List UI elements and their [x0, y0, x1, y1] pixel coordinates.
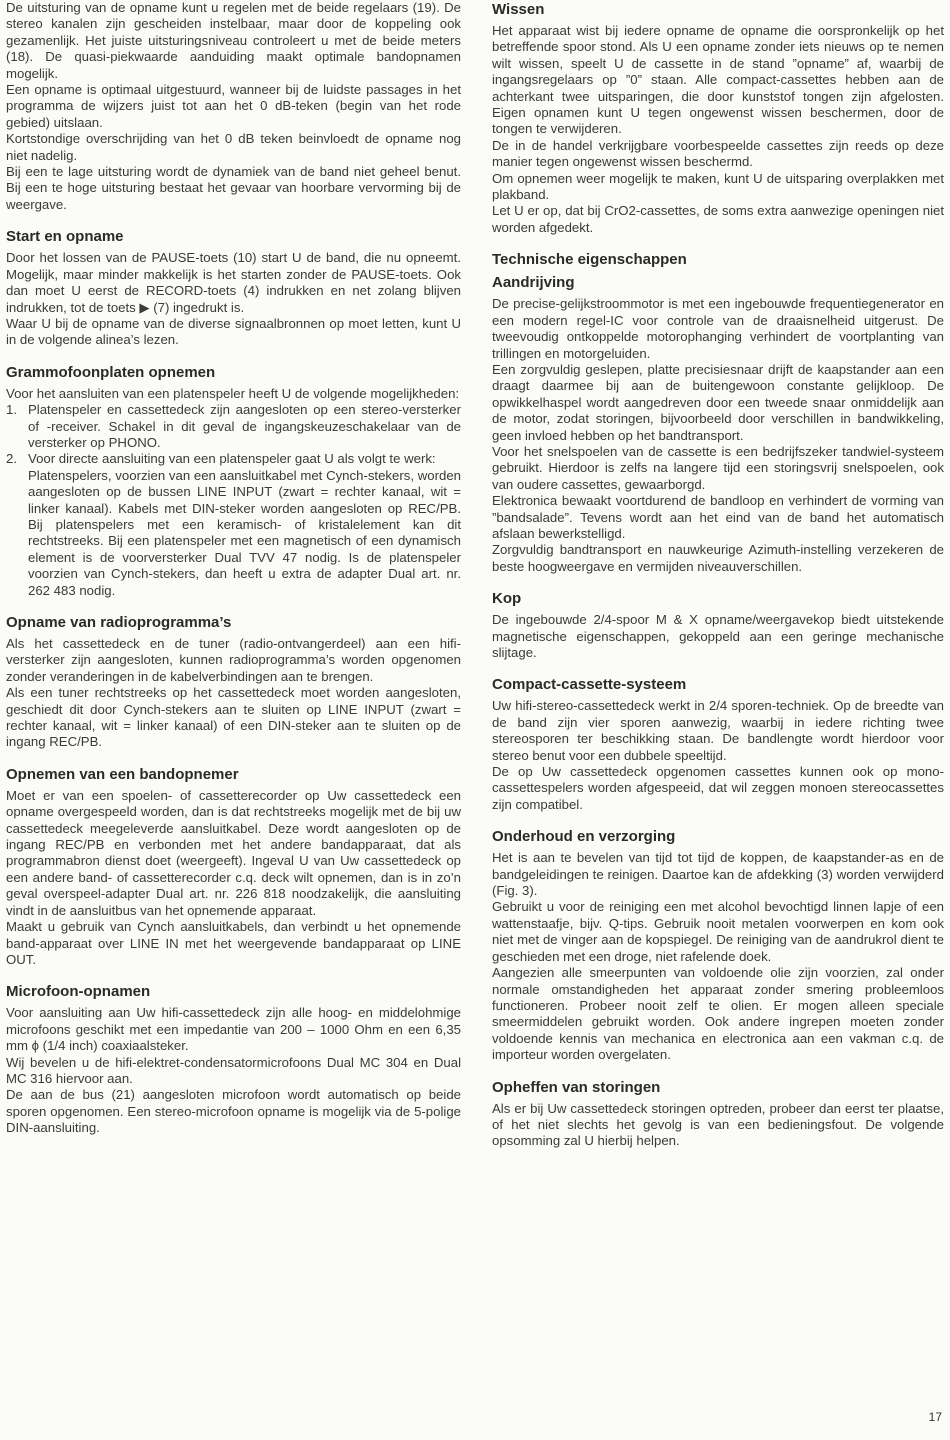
intro-paragraph: De uitsturing van de opname kunt u regelen met de beide regelaars (19). De stereo kanalen zijn gescheiden instelbaar, maar door de koppeling ook gezamenlijk. Het juiste uitsturingsniveau controleert u met de beide meters (18). De quasi-piekwaarde aanduiding maakt optimale bandopnamen mogelijk.: [6, 0, 461, 81]
list-number: 2.: [6, 451, 17, 467]
wissen-paragraph: Om opnemen weer mogelijk te maken, kunt U de uitsparing overplakken met plakband.: [492, 170, 944, 203]
section-heading-compact: Compact-cassette-systeem: [492, 676, 687, 694]
onder-paragraph: Aangezien alle smeerpunten van voldoende olie zijn voorzien, zal onder normale omstandigheden het apparaat zonder smering probleemloos functioneren. Probeer nooit zelf te olien. Er mogen alleen speciale smeermiddelen gebruikt worden. Ook andere ingrepen moeten zonder voldoende kennis van mechanica en electronica aan een vakman c.q. de importeur worden overgelaten.: [492, 965, 944, 1063]
radio-paragraph: Als een tuner rechtstreeks op het cassettedeck moet worden aangesloten, geschiedt dit door Cynch-stekers aan te sluiten op LINE INPUT (zwart = rechter kanaal, wit = linker kanaal) of een DIN-steker aan te sluiten op de ingang REC/PB.: [6, 685, 461, 750]
section-heading-microfoon: Microfoon-opnamen: [6, 983, 151, 1001]
wissen-paragraph: Let U er op, dat bij CrO2-cassettes, de soms extra aanwezige openingen niet worden afgedekt.: [492, 203, 944, 235]
kop-paragraph: De ingebouwde 2/4-spoor M & X opname/weergavekop biedt uitstekende magnetische eigenschappen, gekoppeld aan een geringe mechanische slijtage.: [492, 612, 944, 660]
intro-paragraph: Bij een te lage uitsturing wordt de dynamiek van de band niet geheel benut. Bij een te hoge uitsturing bestaat het gevaar van hoorbare vervorming bij de weergave.: [6, 164, 461, 212]
aandr-paragraph: Zorgvuldig bandtransport en nauwkeurige Azimuth-instelling verzekeren de beste hoogweergave en vermijden niveauverschillen.: [492, 542, 944, 574]
list-body: Platenspelers, voorzien van een aansluitkabel met Cynch-stekers, worden aangesloten op de bussen LINE INPUT (zwart = rechter kanaal, wit = linker kanaal). Kabels met DIN-steker worden aangesloten op REC/PB. Bij platenspelers met een keramisch- of kristalelement kan dit rechtstreeks. Bij een platenspeler met een magnetisch of een dynamisch element is de voorversterker Dual TVV 47 nodig. Is de platenspeler voorzien van Cynch-stekers, dan heeft u extra de adapter Dual art. nr. 262 483 nodig.: [28, 467, 461, 598]
list-item: [6, 402, 461, 451]
list-text: Platenspeler en cassettedeck zijn aangesloten op een stereo-versterker of -receiver. Schakel in dit geval de ingangskeuzeschakelaar van de versterker op PHONO.: [28, 402, 461, 450]
compact-paragraph: Uw hifi-stereo-cassettedeck werkt in 2/4 sporen-techniek. Op de breedte van de band zijn vier sporen aanwezig, waarbij in iedere richting twee stereosporen ter beschikking staan. De bandlengte wordt hierdoor voor stereo benut voor een dubbele speeltijd.: [492, 698, 944, 763]
left-column: [6, 0, 461, 1137]
page-number: 17: [928, 1410, 942, 1424]
start-paragraph: Waar U bij de opname van de diverse signaalbronnen op moet letten, kunt U in de volgende alinea’s lezen.: [6, 315, 461, 348]
micro-paragraph: Voor aansluiting aan Uw hifi-cassettedeck zijn alle hoog- en middelohmige microfoons geschikt met een impedantie van 200 – 1000 Ohm en een 6,35 mm ϕ (1/4 inch) coaxiaalsteker.: [6, 1005, 461, 1054]
radio-paragraph: Als het cassettedeck en de tuner (radio-ontvangerdeel) aan een hifi-versterker zijn aangesloten, kunnen radioprogramma’s worden opgenomen zonder veranderingen in de kabelverbindingen aan te brengen.: [6, 636, 461, 684]
section-heading-radio: Opname van radioprogramma’s: [6, 614, 232, 631]
micro-paragraph: De aan de bus (21) aangesloten microfoon wordt automatisch op beide sporen opgenomen. Een stereo-microfoon opname is mogelijk via de 5-polige DIN-aansluiting.: [6, 1087, 461, 1136]
gram-intro: Voor het aansluiten van een platenspeler heeft U de volgende mogelijkheden:: [6, 385, 460, 401]
onder-paragraph: Gebruikt u voor de reiniging een met alcohol bevochtigd linnen lapje of een wattenstaafje, bijv. Q-tips. Gebruik nooit metalen voorwerpen en kom ook niet met de vinger aan de kopspiegel. De reiniging van de aandrukrol dient te geschieden met een droge, niet rafelende doek.: [492, 899, 944, 964]
wissen-paragraph: De in de handel verkrijgbare voorbespeelde cassettes zijn reeds op deze manier tegen ongewenst wissen beschermd.: [492, 137, 944, 170]
section-heading-wissen: Wissen: [492, 1, 545, 18]
start-paragraph: Door het lossen van de PAUSE-toets (10) start U de band, die nu opneemt. Mogelijk, maar minder makkelijk is het starten zonder de PAUSE-toets. Ook dan moet U eerst de RECORD-toets (4) indrukken en net zolang blijven indrukken, tot de toets ▶ (7) ingedrukt is.: [6, 250, 461, 315]
wissen-paragraph: Het apparaat wist bij iedere opname de opname die oorspronkelijk op het betreffende spoor stond. Als U een opname zonder iets nieuws op te nemen wilt wissen, speelt U de cassette in de stand ”opname” af, waarbij de ingangsregelaars op ”0” staan. Alle compact-cassettes hebben aan de achterkant twee uitsparingen, die door kunststof tongen zijn afgelosten. Eigen opnamen kunt U tegen ongewenst wissen beschermen, door de tongen te verwijderen.: [492, 23, 944, 137]
list-text: Voor directe aansluiting van een platenspeler gaat U als volgt te werk:: [28, 451, 436, 467]
compact-paragraph: De op Uw cassettedeck opgenomen cassettes kunnen ook op mono-cassettespelers worden afgespeeid, dat wil zeggen monoen stereocassettes zijn compatibel.: [492, 764, 944, 812]
right-column: [492, 0, 944, 1150]
section-heading-bandopnemer: Opnemen van een bandopnemer: [6, 765, 239, 783]
section-heading-onderhoud: Onderhoud en verzorging: [492, 828, 676, 846]
list-item: [6, 451, 461, 467]
section-heading-kop: Kop: [492, 590, 522, 608]
intro-paragraph: Een opname is optimaal uitgestuurd, wanneer bij de luidste passages in het programma de wijzers juist tot aan het 0 dB-teken (begin van het rode gebied) uitslaan.: [6, 82, 461, 130]
aandr-paragraph: Voor het snelspoelen van de cassette is een bedrijfszeker tandwiel-systeem gebruikt. Hierdoor is zelfs na langere tijd een storingsvrij snelspoelen, ook van oudere cassettes, gewaarborgd.: [492, 443, 944, 492]
section-heading-storingen: Opheffen van storingen: [492, 1078, 661, 1096]
aandr-paragraph: Een zorgvuldig geslepen, platte precisiesnaar drijft de kaapstander aan een draagt daarmee bij aan de buitengewoon constante gelijkloop. De opwikkelhaspel wordt aangedreven door een tweede snaar onmiddelijk aan de motor, zodat storingen, bijvoorbeeld door verschillen in bandwikkeling, geen invloed hebben op het bandtransport.: [492, 361, 944, 443]
intro-paragraph: Kortstondige overschrijding van het 0 dB teken beinvloedt de opname nog niet nadelig.: [6, 131, 461, 163]
band-paragraph: Maakt u gebruik van Cynch aansluitkabels, dan verbindt u het opnemende band-apparaat over LINE IN met het weergevende bandapparaat op LINE OUT.: [6, 919, 461, 967]
aandr-paragraph: Elektronica bewaakt voortdurend de bandloop en verhindert de vorming van ”bandsalade”. Tevens wordt aan het eind van de band het automatisch afslaan bewerkstelligd.: [492, 493, 944, 541]
band-paragraph: Moet er van een spoelen- of cassetterecorder op Uw cassettedeck een opname overgespeeld worden, dan is dat rechtstreeks mogelijk met de bij uw cassettedeck meegeleverde aansluitkabel. Deze wordt aangesloten op de ingang REC/PB en verbonden met het andere bandapparaat, dat als programmabron dienst doet (weergeeft). Ingeval U van Uw cassettedeck op een andere band- of cassetterecorder c.q. deck wilt opnemen, dan is in zo’n geval overspeel-adapter Dual art. nr. 226 818 noodzakelijk, die aansluiting vindt in de aansluitbus van het opnemende apparaat.: [6, 787, 461, 918]
section-heading-technisch: Technische eigenschappen: [492, 251, 687, 269]
section-heading-start: Start en opname: [6, 228, 124, 246]
onder-paragraph: Het is aan te bevelen van tijd tot tijd de koppen, de kaapstander-as en de bandgeleidingen te reinigen. Daartoe kan de afdekking (3) worden verwijderd (Fig. 3).: [492, 850, 944, 899]
section-heading-aandrijving: Aandrijving: [492, 274, 575, 292]
section-heading-grammofoon: Grammofoonplaten opnemen: [6, 363, 216, 381]
storing-paragraph: Als er bij Uw cassettedeck storingen optreden, probeer dan eerst ter plaatse, of het niet slechts het gevolg is van een bedieningsfout. De volgende opsomming zal U hierbij helpen.: [492, 1100, 944, 1149]
aandr-paragraph: De precise-gelijkstroommotor is met een ingebouwde frequentiegenerator en een modern regel-IC voor controle van de draaisnelheid uitgerust. De tweevoudig ontkoppelde motorophanging verhindert de voortplanting van trillingen en motorgeluiden.: [492, 296, 944, 361]
list-number: 1.: [6, 402, 17, 418]
micro-paragraph: Wij bevelen u de hifi-elektret-condensatormicrofoons Dual MC 304 en Dual MC 316 hiervoor aan.: [6, 1054, 461, 1086]
